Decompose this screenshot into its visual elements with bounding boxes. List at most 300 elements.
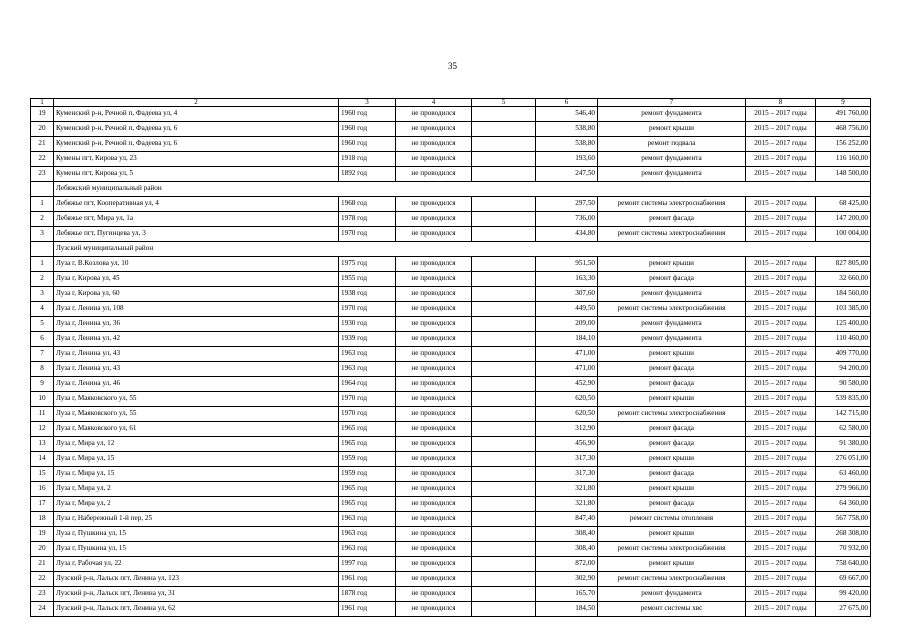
column-5-cell bbox=[472, 527, 536, 542]
year-built-cell: 1965 год bbox=[339, 422, 396, 437]
work-type-cell: ремонт фундамента bbox=[598, 167, 746, 182]
column-5-cell bbox=[472, 257, 536, 272]
table-row bbox=[31, 377, 871, 392]
work-type-cell: ремонт подвала bbox=[598, 137, 746, 152]
period-cell: 2015 – 2017 годы bbox=[746, 467, 816, 482]
cost-cell: 110 460,00 bbox=[816, 332, 871, 347]
column-5-cell bbox=[472, 227, 536, 242]
last-repair-cell: не проводился bbox=[396, 272, 472, 287]
work-type-cell: ремонт крыши bbox=[598, 257, 746, 272]
column-header: 8 bbox=[746, 99, 816, 107]
period-cell: 2015 – 2017 годы bbox=[746, 257, 816, 272]
table-row bbox=[31, 407, 871, 422]
period-cell: 2015 – 2017 годы bbox=[746, 587, 816, 602]
period-cell: 2015 – 2017 годы bbox=[746, 197, 816, 212]
table-row bbox=[31, 587, 871, 602]
last-repair-cell: не проводился bbox=[396, 452, 472, 467]
address-cell: Кумены пгт, Кирова ул, 23 bbox=[54, 152, 339, 167]
row-number: 12 bbox=[31, 422, 54, 437]
address-cell: Луза г, Мира ул, 15 bbox=[54, 467, 339, 482]
table-row bbox=[31, 467, 871, 482]
address-cell: Луза г, Пушкина ул, 15 bbox=[54, 542, 339, 557]
period-cell: 2015 – 2017 годы bbox=[746, 437, 816, 452]
address-cell: Луза г, Рабочая ул, 22 bbox=[54, 557, 339, 572]
period-cell: 2015 – 2017 годы bbox=[746, 392, 816, 407]
period-cell: 2015 – 2017 годы bbox=[746, 167, 816, 182]
work-type-cell: ремонт фасада bbox=[598, 497, 746, 512]
year-built-cell: 1930 год bbox=[339, 317, 396, 332]
period-cell: 2015 – 2017 годы bbox=[746, 452, 816, 467]
area-cell: 165,70 bbox=[536, 587, 598, 602]
last-repair-cell: не проводился bbox=[396, 212, 472, 227]
cost-cell: 468 756,00 bbox=[816, 122, 871, 137]
table-row bbox=[31, 437, 871, 452]
row-number: 21 bbox=[31, 137, 54, 152]
cost-cell: 116 160,00 bbox=[816, 152, 871, 167]
row-number: 21 bbox=[31, 557, 54, 572]
work-type-cell: ремонт крыши bbox=[598, 392, 746, 407]
cost-cell: 69 667,00 bbox=[816, 572, 871, 587]
area-cell: 297,50 bbox=[536, 197, 598, 212]
cost-cell: 32 660,00 bbox=[816, 272, 871, 287]
work-type-cell: ремонт фундамента bbox=[598, 587, 746, 602]
table-row bbox=[31, 212, 871, 227]
column-header: 9 bbox=[816, 99, 871, 107]
last-repair-cell: не проводился bbox=[396, 392, 472, 407]
table-row bbox=[31, 497, 871, 512]
table-row bbox=[31, 452, 871, 467]
last-repair-cell: не проводился bbox=[396, 152, 472, 167]
work-type-cell: ремонт крыши bbox=[598, 527, 746, 542]
area-cell: 471,00 bbox=[536, 362, 598, 377]
last-repair-cell: не проводился bbox=[396, 362, 472, 377]
last-repair-cell: не проводился bbox=[396, 197, 472, 212]
area-cell: 951,50 bbox=[536, 257, 598, 272]
row-number: 13 bbox=[31, 437, 54, 452]
row-number: 2 bbox=[31, 212, 54, 227]
column-5-cell bbox=[472, 122, 536, 137]
year-built-cell: 1961 год bbox=[339, 572, 396, 587]
address-cell: Лузский р-н, Лальск пгт, Ленина ул, 62 bbox=[54, 602, 339, 617]
table-row bbox=[31, 287, 871, 302]
last-repair-cell: не проводился bbox=[396, 377, 472, 392]
period-cell: 2015 – 2017 годы bbox=[746, 122, 816, 137]
area-cell: 847,40 bbox=[536, 512, 598, 527]
work-type-cell: ремонт фасада bbox=[598, 377, 746, 392]
column-5-cell bbox=[472, 137, 536, 152]
row-number: 17 bbox=[31, 497, 54, 512]
period-cell: 2015 – 2017 годы bbox=[746, 497, 816, 512]
address-cell: Луза г, Ленина ул, 46 bbox=[54, 377, 339, 392]
work-type-cell: ремонт крыши bbox=[598, 482, 746, 497]
work-type-cell: ремонт системы хвс bbox=[598, 602, 746, 617]
area-cell: 317,30 bbox=[536, 452, 598, 467]
address-cell: Кумены пгт, Кирова ул, 5 bbox=[54, 167, 339, 182]
year-built-cell: 1965 год bbox=[339, 437, 396, 452]
table-row bbox=[31, 227, 871, 242]
address-cell: Луза г, Набережный 1-й пер, 25 bbox=[54, 512, 339, 527]
column-5-cell bbox=[472, 407, 536, 422]
area-cell: 736,00 bbox=[536, 212, 598, 227]
area-cell: 456,90 bbox=[536, 437, 598, 452]
cost-cell: 62 580,00 bbox=[816, 422, 871, 437]
year-built-cell: 1939 год bbox=[339, 332, 396, 347]
area-cell: 620,50 bbox=[536, 392, 598, 407]
column-5-cell bbox=[472, 287, 536, 302]
column-header: 2 bbox=[54, 99, 339, 107]
year-built-cell: 1959 год bbox=[339, 467, 396, 482]
table-row bbox=[31, 422, 871, 437]
section-title: Лузский муниципальный район bbox=[54, 242, 871, 257]
column-5-cell bbox=[472, 467, 536, 482]
last-repair-cell: не проводился bbox=[396, 512, 472, 527]
year-built-cell: 1938 год bbox=[339, 287, 396, 302]
column-5-cell bbox=[472, 452, 536, 467]
row-number: 14 bbox=[31, 452, 54, 467]
area-cell: 872,00 bbox=[536, 557, 598, 572]
period-cell: 2015 – 2017 годы bbox=[746, 287, 816, 302]
last-repair-cell: не проводился bbox=[396, 407, 472, 422]
area-cell: 247,50 bbox=[536, 167, 598, 182]
row-number: 20 bbox=[31, 122, 54, 137]
row-number: 19 bbox=[31, 527, 54, 542]
row-number: 11 bbox=[31, 407, 54, 422]
column-5-cell bbox=[472, 587, 536, 602]
row-number: 4 bbox=[31, 302, 54, 317]
address-cell: Луза г, Пушкина ул, 15 bbox=[54, 527, 339, 542]
section-spacer-cell bbox=[31, 182, 54, 197]
column-header: 5 bbox=[472, 99, 536, 107]
table-row bbox=[31, 122, 871, 137]
period-cell: 2015 – 2017 годы bbox=[746, 347, 816, 362]
table-row bbox=[31, 152, 871, 167]
period-cell: 2015 – 2017 годы bbox=[746, 107, 816, 122]
year-built-cell: 1963 год bbox=[339, 347, 396, 362]
table-row bbox=[31, 272, 871, 287]
area-cell: 321,80 bbox=[536, 497, 598, 512]
column-5-cell bbox=[472, 272, 536, 287]
year-built-cell: 1918 год bbox=[339, 152, 396, 167]
cost-cell: 827 805,00 bbox=[816, 257, 871, 272]
work-type-cell: ремонт фасада bbox=[598, 467, 746, 482]
cost-cell: 90 580,00 bbox=[816, 377, 871, 392]
address-cell: Куменский р-н, Речной п, Фадеева ул, 6 bbox=[54, 137, 339, 152]
last-repair-cell: не проводился bbox=[396, 557, 472, 572]
year-built-cell: 1970 год bbox=[339, 302, 396, 317]
area-cell: 302,90 bbox=[536, 572, 598, 587]
address-cell: Лебяжье пгт, Кооперативная ул, 4 bbox=[54, 197, 339, 212]
column-5-cell bbox=[472, 392, 536, 407]
last-repair-cell: не проводился bbox=[396, 122, 472, 137]
table-row bbox=[31, 512, 871, 527]
period-cell: 2015 – 2017 годы bbox=[746, 557, 816, 572]
period-cell: 2015 – 2017 годы bbox=[746, 152, 816, 167]
cost-cell: 268 308,00 bbox=[816, 527, 871, 542]
area-cell: 307,60 bbox=[536, 287, 598, 302]
column-5-cell bbox=[472, 347, 536, 362]
address-cell: Луза г, Мира ул, 15 bbox=[54, 452, 339, 467]
cost-cell: 276 051,00 bbox=[816, 452, 871, 467]
work-type-cell: ремонт фундамента bbox=[598, 152, 746, 167]
year-built-cell: 1960 год bbox=[339, 122, 396, 137]
column-5-cell bbox=[472, 572, 536, 587]
year-built-cell: 1975 год bbox=[339, 257, 396, 272]
row-number: 24 bbox=[31, 602, 54, 617]
cost-cell: 64 360,00 bbox=[816, 497, 871, 512]
area-cell: 184,50 bbox=[536, 602, 598, 617]
row-number: 23 bbox=[31, 167, 54, 182]
row-number: 3 bbox=[31, 227, 54, 242]
work-type-cell: ремонт крыши bbox=[598, 347, 746, 362]
last-repair-cell: не проводился bbox=[396, 482, 472, 497]
work-type-cell: ремонт системы электроснабжения bbox=[598, 197, 746, 212]
area-cell: 308,40 bbox=[536, 542, 598, 557]
repair-registry-table bbox=[30, 98, 871, 617]
last-repair-cell: не проводился bbox=[396, 572, 472, 587]
last-repair-cell: не проводился bbox=[396, 527, 472, 542]
address-cell: Лебяжье пгт, Мира ул, 1а bbox=[54, 212, 339, 227]
column-5-cell bbox=[472, 437, 536, 452]
work-type-cell: ремонт фасада bbox=[598, 437, 746, 452]
column-header: 3 bbox=[339, 99, 396, 107]
last-repair-cell: не проводился bbox=[396, 347, 472, 362]
column-number-header-row bbox=[31, 99, 871, 107]
last-repair-cell: не проводился bbox=[396, 287, 472, 302]
column-5-cell bbox=[472, 212, 536, 227]
last-repair-cell: не проводился bbox=[396, 467, 472, 482]
row-number: 7 bbox=[31, 347, 54, 362]
year-built-cell: 1965 год bbox=[339, 482, 396, 497]
address-cell: Луза г, Ленина ул, 108 bbox=[54, 302, 339, 317]
column-5-cell bbox=[472, 167, 536, 182]
year-built-cell: 1970 год bbox=[339, 407, 396, 422]
period-cell: 2015 – 2017 годы bbox=[746, 227, 816, 242]
column-5-cell bbox=[472, 107, 536, 122]
column-5-cell bbox=[472, 557, 536, 572]
last-repair-cell: не проводился bbox=[396, 332, 472, 347]
table-row bbox=[31, 392, 871, 407]
address-cell: Луза г, Мира ул, 12 bbox=[54, 437, 339, 452]
year-built-cell: 1960 год bbox=[339, 137, 396, 152]
cost-cell: 148 500,00 bbox=[816, 167, 871, 182]
area-cell: 193,60 bbox=[536, 152, 598, 167]
period-cell: 2015 – 2017 годы bbox=[746, 482, 816, 497]
table-row bbox=[31, 332, 871, 347]
cost-cell: 103 385,00 bbox=[816, 302, 871, 317]
period-cell: 2015 – 2017 годы bbox=[746, 527, 816, 542]
year-built-cell: 1970 год bbox=[339, 227, 396, 242]
table-row bbox=[31, 362, 871, 377]
last-repair-cell: не проводился bbox=[396, 437, 472, 452]
column-5-cell bbox=[472, 152, 536, 167]
row-number: 19 bbox=[31, 107, 54, 122]
address-cell: Луза г, Мира ул, 2 bbox=[54, 482, 339, 497]
table-row bbox=[31, 167, 871, 182]
area-cell: 546,40 bbox=[536, 107, 598, 122]
area-cell: 452,90 bbox=[536, 377, 598, 392]
row-number: 9 bbox=[31, 377, 54, 392]
last-repair-cell: не проводился bbox=[396, 602, 472, 617]
table-row bbox=[31, 557, 871, 572]
area-cell: 317,30 bbox=[536, 467, 598, 482]
column-5-cell bbox=[472, 482, 536, 497]
period-cell: 2015 – 2017 годы bbox=[746, 602, 816, 617]
address-cell: Луза г, Маяковского ул, 61 bbox=[54, 422, 339, 437]
year-built-cell: 1997 год bbox=[339, 557, 396, 572]
section-spacer-cell bbox=[31, 242, 54, 257]
cost-cell: 567 758,00 bbox=[816, 512, 871, 527]
row-number: 2 bbox=[31, 272, 54, 287]
table-row bbox=[31, 482, 871, 497]
area-cell: 449,50 bbox=[536, 302, 598, 317]
last-repair-cell: не проводился bbox=[396, 317, 472, 332]
column-5-cell bbox=[472, 362, 536, 377]
work-type-cell: ремонт крыши bbox=[598, 452, 746, 467]
column-5-cell bbox=[472, 317, 536, 332]
row-number: 3 bbox=[31, 287, 54, 302]
column-5-cell bbox=[472, 377, 536, 392]
address-cell: Луза г, Маяковского ул, 55 bbox=[54, 407, 339, 422]
year-built-cell: 1963 год bbox=[339, 362, 396, 377]
year-built-cell: 1970 год bbox=[339, 392, 396, 407]
row-number: 5 bbox=[31, 317, 54, 332]
year-built-cell: 1959 год bbox=[339, 452, 396, 467]
address-cell: Лузский р-н, Лальск пгт, Ленина ул, 31 bbox=[54, 587, 339, 602]
table-row bbox=[31, 527, 871, 542]
cost-cell: 91 380,00 bbox=[816, 437, 871, 452]
last-repair-cell: не проводился bbox=[396, 167, 472, 182]
period-cell: 2015 – 2017 годы bbox=[746, 542, 816, 557]
cost-cell: 539 835,00 bbox=[816, 392, 871, 407]
area-cell: 434,80 bbox=[536, 227, 598, 242]
column-header: 7 bbox=[598, 99, 746, 107]
address-cell: Луза г, В.Козлова ул, 10 bbox=[54, 257, 339, 272]
cost-cell: 70 932,00 bbox=[816, 542, 871, 557]
address-cell: Луза г, Кирова ул, 60 bbox=[54, 287, 339, 302]
period-cell: 2015 – 2017 годы bbox=[746, 422, 816, 437]
section-title: Лебяжский муниципальный район bbox=[54, 182, 871, 197]
period-cell: 2015 – 2017 годы bbox=[746, 272, 816, 287]
year-built-cell: 1963 год bbox=[339, 527, 396, 542]
table-row bbox=[31, 107, 871, 122]
row-number: 8 bbox=[31, 362, 54, 377]
last-repair-cell: не проводился bbox=[396, 107, 472, 122]
cost-cell: 279 966,00 bbox=[816, 482, 871, 497]
table-row bbox=[31, 137, 871, 152]
row-number: 1 bbox=[31, 197, 54, 212]
last-repair-cell: не проводился bbox=[396, 227, 472, 242]
cost-cell: 491 760,00 bbox=[816, 107, 871, 122]
cost-cell: 68 425,00 bbox=[816, 197, 871, 212]
address-cell: Куменский р-н, Речной п, Фадеева ул, 6 bbox=[54, 122, 339, 137]
work-type-cell: ремонт системы электроснабжения bbox=[598, 407, 746, 422]
cost-cell: 94 200,00 bbox=[816, 362, 871, 377]
period-cell: 2015 – 2017 годы bbox=[746, 512, 816, 527]
cost-cell: 142 715,00 bbox=[816, 407, 871, 422]
cost-cell: 63 460,00 bbox=[816, 467, 871, 482]
work-type-cell: ремонт фундамента bbox=[598, 107, 746, 122]
year-built-cell: 1978 год bbox=[339, 212, 396, 227]
work-type-cell: ремонт крыши bbox=[598, 557, 746, 572]
work-type-cell: ремонт системы электроснабжения bbox=[598, 572, 746, 587]
column-5-cell bbox=[472, 542, 536, 557]
area-cell: 163,30 bbox=[536, 272, 598, 287]
last-repair-cell: не проводился bbox=[396, 542, 472, 557]
area-cell: 321,80 bbox=[536, 482, 598, 497]
year-built-cell: 1960 год bbox=[339, 107, 396, 122]
period-cell: 2015 – 2017 годы bbox=[746, 377, 816, 392]
year-built-cell: 1892 год bbox=[339, 167, 396, 182]
last-repair-cell: не проводился bbox=[396, 422, 472, 437]
period-cell: 2015 – 2017 годы bbox=[746, 572, 816, 587]
address-cell: Луза г, Ленина ул, 43 bbox=[54, 347, 339, 362]
area-cell: 312,90 bbox=[536, 422, 598, 437]
column-header: 6 bbox=[536, 99, 598, 107]
area-cell: 538,80 bbox=[536, 122, 598, 137]
cost-cell: 125 400,00 bbox=[816, 317, 871, 332]
cost-cell: 156 252,00 bbox=[816, 137, 871, 152]
work-type-cell: ремонт системы электроснабжения bbox=[598, 542, 746, 557]
year-built-cell: 1968 год bbox=[339, 197, 396, 212]
row-number: 22 bbox=[31, 572, 54, 587]
table-row bbox=[31, 197, 871, 212]
address-cell: Луза г, Мира ул, 2 bbox=[54, 497, 339, 512]
period-cell: 2015 – 2017 годы bbox=[746, 332, 816, 347]
work-type-cell: ремонт фасада bbox=[598, 272, 746, 287]
table-row bbox=[31, 302, 871, 317]
period-cell: 2015 – 2017 годы bbox=[746, 137, 816, 152]
period-cell: 2015 – 2017 годы bbox=[746, 407, 816, 422]
row-number: 10 bbox=[31, 392, 54, 407]
column-5-cell bbox=[472, 197, 536, 212]
work-type-cell: ремонт фасада bbox=[598, 212, 746, 227]
table-row bbox=[31, 542, 871, 557]
cost-cell: 99 420,00 bbox=[816, 587, 871, 602]
address-cell: Луза г, Маяковского ул, 55 bbox=[54, 392, 339, 407]
column-5-cell bbox=[472, 332, 536, 347]
last-repair-cell: не проводился bbox=[396, 257, 472, 272]
row-number: 22 bbox=[31, 152, 54, 167]
page-number: 35 bbox=[448, 61, 457, 71]
last-repair-cell: не проводился bbox=[396, 587, 472, 602]
column-5-cell bbox=[472, 512, 536, 527]
section-header-row bbox=[31, 182, 871, 197]
cost-cell: 184 560,00 bbox=[816, 287, 871, 302]
section-header-row bbox=[31, 242, 871, 257]
work-type-cell: ремонт фундамента bbox=[598, 317, 746, 332]
cost-cell: 758 640,00 bbox=[816, 557, 871, 572]
address-cell: Лебяжье пгт, Пугинцева ул, 3 bbox=[54, 227, 339, 242]
cost-cell: 27 675,00 bbox=[816, 602, 871, 617]
period-cell: 2015 – 2017 годы bbox=[746, 362, 816, 377]
work-type-cell: ремонт фасада bbox=[598, 362, 746, 377]
work-type-cell: ремонт фундамента bbox=[598, 287, 746, 302]
area-cell: 184,10 bbox=[536, 332, 598, 347]
year-built-cell: 1964 год bbox=[339, 377, 396, 392]
year-built-cell: 1955 год bbox=[339, 272, 396, 287]
cost-cell: 100 004,00 bbox=[816, 227, 871, 242]
work-type-cell: ремонт крыши bbox=[598, 122, 746, 137]
cost-cell: 147 200,00 bbox=[816, 212, 871, 227]
period-cell: 2015 – 2017 годы bbox=[746, 212, 816, 227]
column-5-cell bbox=[472, 602, 536, 617]
work-type-cell: ремонт фасада bbox=[598, 422, 746, 437]
address-cell: Луза г, Ленина ул, 36 bbox=[54, 317, 339, 332]
column-header: 1 bbox=[31, 99, 54, 107]
cost-cell: 409 770,00 bbox=[816, 347, 871, 362]
work-type-cell: ремонт фундамента bbox=[598, 332, 746, 347]
area-cell: 308,40 bbox=[536, 527, 598, 542]
